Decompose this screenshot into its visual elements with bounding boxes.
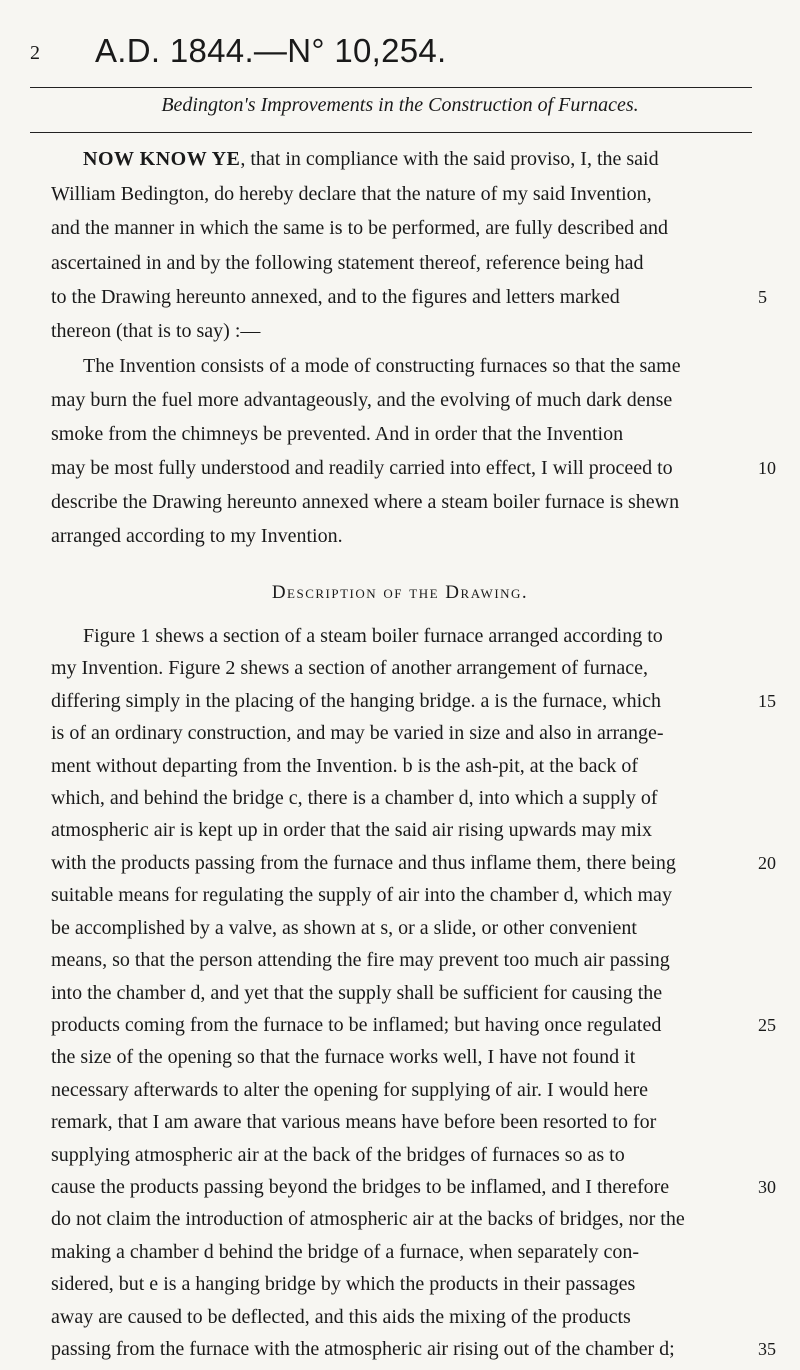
text-line: remark, that I am aware that various means have before been resorted to for xyxy=(51,1111,657,1134)
text-line: atmospheric air is kept up in order that the said air rising upwards may mix xyxy=(51,819,652,842)
running-title: Bedington's Improvements in the Construction of Furnaces. xyxy=(161,94,639,116)
text-line: The Invention consists of a mode of constructing furnaces so that the same xyxy=(83,355,681,377)
text-line: and the manner in which the same is to be performed, are fully described and xyxy=(51,217,669,239)
margin-line-number: 15 xyxy=(758,690,776,711)
running-title-rule xyxy=(30,132,752,133)
text-line: arranged according to my Invention. xyxy=(51,525,343,547)
text-line: products coming from the furnace to be inflamed; but having once regulated xyxy=(51,1013,662,1036)
line-rest: , that in compliance with the said proviso, I, the said xyxy=(240,148,659,170)
text-line: means, so that the person attending the fire may prevent too much air passing xyxy=(51,949,670,972)
text-line: describe the Drawing hereunto annexed where a steam boiler furnace is shewn xyxy=(51,491,680,513)
text-line: the size of the opening so that the furnace works well, I have not found it xyxy=(51,1046,636,1069)
text-line: smoke from the chimneys be prevented. And in order that the Invention xyxy=(51,423,624,445)
text-line: into the chamber d, and yet that the supply shall be sufficient for causing the xyxy=(51,981,663,1004)
text-line: William Bedington, do hereby declare that the nature of my said Invention, xyxy=(51,183,652,205)
text-line: which, and behind the bridge c, there is a chamber d, into which a supply of xyxy=(51,787,658,810)
text-line: be accomplished by a valve, as shown at s, or a slide, or other convenient xyxy=(51,916,637,939)
text-line: cause the products passing beyond the bridges to be inflamed, and I therefore xyxy=(51,1175,670,1198)
text-line xyxy=(83,148,783,171)
section-heading: Description of the Drawing. xyxy=(271,582,529,603)
margin-line-number: 20 xyxy=(758,852,776,873)
document-title: A.D. 1844.—N° 10,254. xyxy=(95,32,447,69)
margin-line-number: 5 xyxy=(758,287,767,307)
text-line: away are caused to be deflected, and this aids the mixing of the products xyxy=(51,1305,631,1328)
text-line: differing simply in the placing of the hanging bridge. a is the furnace, which xyxy=(51,689,662,712)
text-line: making a chamber d behind the bridge of a furnace, when separately con- xyxy=(51,1240,640,1263)
page-header xyxy=(30,20,770,84)
text-line: supplying atmospheric air at the back of the bridges of furnaces so as to xyxy=(51,1143,625,1166)
margin-line-number: 30 xyxy=(758,1176,776,1197)
text-line: sidered, but e is a hanging bridge by which the products in their passages xyxy=(51,1273,636,1296)
page-number: 2 xyxy=(30,42,40,64)
margin-line-number: 35 xyxy=(758,1339,776,1359)
text-line: thereon (that is to say) :— xyxy=(51,320,261,342)
margin-line-number: 25 xyxy=(758,1014,776,1035)
text-line: passing from the furnace with the atmospheric air rising out of the chamber d; xyxy=(51,1338,675,1360)
text-line: ment without departing from the Invention. b is the ash-pit, at the back of xyxy=(51,754,639,777)
text-line: Figure 1 shews a section of a steam boiler furnace arranged according to xyxy=(83,625,663,647)
text-line: to the Drawing hereunto annexed, and to the figures and letters marked xyxy=(51,286,620,308)
text-line: necessary afterwards to alter the opening for supplying of air. I would here xyxy=(51,1078,649,1101)
text-line: do not claim the introduction of atmospheric air at the backs of bridges, nor the xyxy=(51,1208,685,1231)
text-line: may be most fully understood and readily carried into effect, I will proceed to xyxy=(51,457,673,479)
text-line: suitable means for regulating the supply of air into the chamber d, which may xyxy=(51,884,672,907)
text-line: may burn the fuel more advantageously, and the evolving of much dark dense xyxy=(51,389,673,411)
text-line: is of an ordinary construction, and may be varied in size and also in arrange- xyxy=(51,722,664,745)
text-line: my Invention. Figure 2 shews a section of another arrangement of furnace, xyxy=(51,657,649,680)
text-line: with the products passing from the furnace and thus inflame them, there being xyxy=(51,851,676,874)
opening-words: NOW KNOW YE xyxy=(83,148,241,170)
margin-line-number: 10 xyxy=(758,458,776,478)
header-rule xyxy=(30,87,752,88)
text-line: ascertained in and by the following statement thereof, reference being had xyxy=(51,252,644,274)
